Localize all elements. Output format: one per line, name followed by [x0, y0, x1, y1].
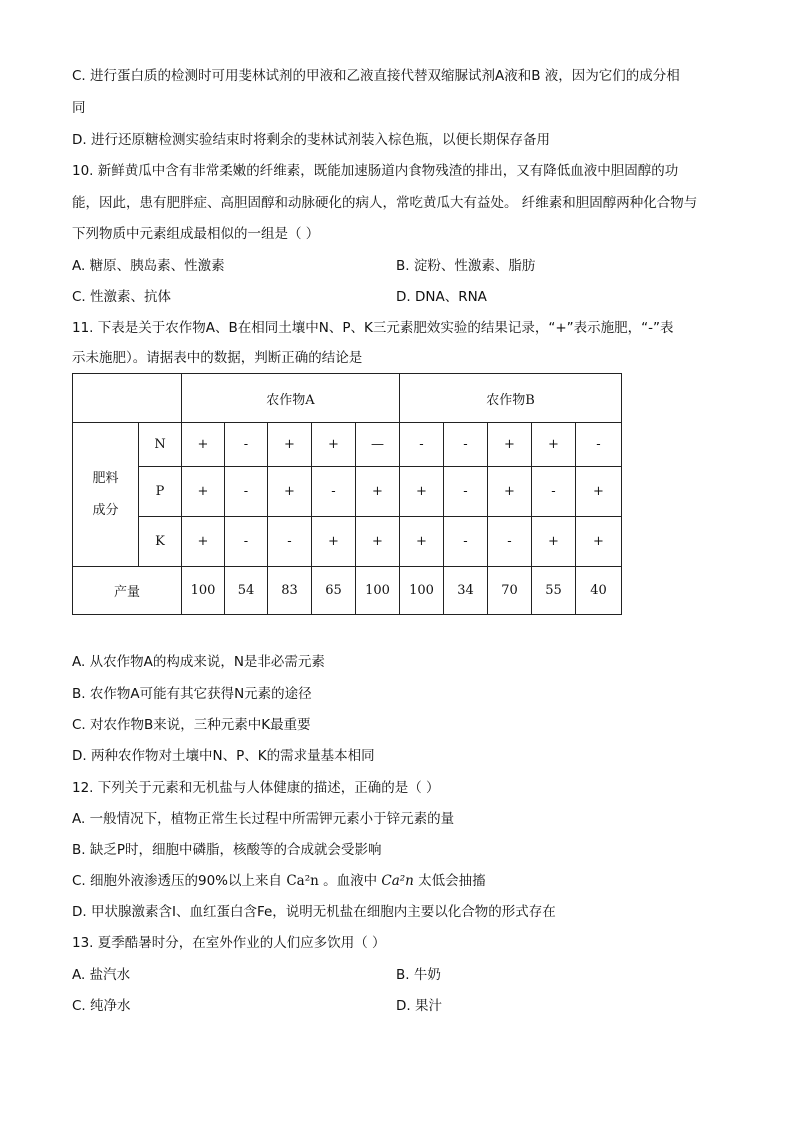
q10-option-c: C. 性激素、抗体 [72, 289, 172, 305]
q10-option-b: B. 淀粉、性激素、脂肪 [396, 258, 536, 274]
element-label: N [139, 423, 182, 467]
q12-stem: 12. 下列关于元素和无机盐与人体健康的描述，正确的是（ ） [72, 780, 440, 796]
q10-stem-line2: 能，因此，患有肥胖症、高胆固醇和动脉硬化的病人，常吃黄瓜大有益处。 纤维素和胆固醇两种化合物与 [72, 195, 698, 211]
fertilizer-label-cell [73, 423, 139, 567]
table-cell: + [400, 467, 444, 517]
table-header-row [73, 374, 622, 423]
table-cell: + [532, 517, 576, 567]
table-cell: - [225, 467, 268, 517]
q12-option-a: A. 一般情况下，植物正常生长过程中所需钾元素小于锌元素的量 [72, 811, 455, 827]
table-cell: + [182, 423, 225, 467]
q12-ion-1: Ca²n [286, 873, 319, 889]
q11-option-a: A. 从农作物A的构成来说，N是非必需元素 [72, 654, 325, 670]
table-cell: + [356, 517, 400, 567]
q12-option-c [72, 872, 486, 890]
q11-option-c: C. 对农作物B来说，三种元素中K最重要 [72, 717, 311, 733]
table-cell: - [400, 423, 444, 467]
q12-option-d: D. 甲状腺激素含I、血红蛋白含Fe，说明无机盐在细胞内主要以化合物的形式存在 [72, 904, 556, 920]
table-row-p [73, 467, 622, 517]
table-cell: - [488, 517, 532, 567]
yield-cell: 65 [312, 567, 356, 615]
table-cell: - [312, 467, 356, 517]
q9-option-d: D. 进行还原糖检测实验结束时将剩余的斐林试剂装入棕色瓶，以便长期保存备用 [72, 132, 550, 148]
q9-option-c-line2: 同 [72, 100, 86, 116]
table-cell: + [576, 467, 622, 517]
table-cell: - [444, 517, 488, 567]
crop-a-header: 农作物A [182, 374, 400, 423]
q12-option-b: B. 缺乏P时，细胞中磷脂，核酸等的合成就会受影响 [72, 842, 382, 858]
table-cell: - [268, 517, 312, 567]
yield-cell: 83 [268, 567, 312, 615]
yield-cell: 34 [444, 567, 488, 615]
table-cell: + [356, 467, 400, 517]
table-cell: - [225, 517, 268, 567]
table-cell: - [225, 423, 268, 467]
element-label: K [139, 517, 182, 567]
q12-option-c-mid: 。血液中 [318, 873, 382, 889]
yield-cell: 100 [400, 567, 444, 615]
q12-option-c-post: 太低会抽搐 [413, 873, 486, 889]
q12-ion-2: Ca²n [381, 873, 414, 889]
yield-cell: 55 [532, 567, 576, 615]
q11-option-d: D. 两种农作物对土壤中N、P、K的需求量基本相同 [72, 748, 375, 764]
table-cell: + [182, 517, 225, 567]
table-cell: + [268, 467, 312, 517]
q13-option-d: D. 果汁 [396, 998, 442, 1014]
q13-option-a: A. 盐汽水 [72, 967, 131, 983]
table-cell: + [312, 517, 356, 567]
q12-option-c-pre: C. 细胞外液渗透压的90%以上来自 [72, 873, 287, 889]
q10-stem-line3: 下列物质中元素组成最相似的一组是（ ） [72, 226, 320, 242]
fertilizer-results-table [72, 373, 622, 615]
table-cell: - [532, 467, 576, 517]
q13-option-c: C. 纯净水 [72, 998, 131, 1014]
crop-b-header: 农作物B [400, 374, 622, 423]
fertilizer-label-line1: 肥料 [92, 470, 119, 486]
table-corner-cell [73, 374, 182, 423]
table-cell: — [356, 423, 400, 467]
table-cell: + [312, 423, 356, 467]
table-cell: + [268, 423, 312, 467]
table-cell: + [576, 517, 622, 567]
yield-label: 产量 [73, 567, 182, 615]
table-row-k [73, 517, 622, 567]
q10-option-d: D. DNA、RNA [396, 289, 487, 305]
yield-cell: 100 [182, 567, 225, 615]
element-label: P [139, 467, 182, 517]
table-cell: - [444, 423, 488, 467]
table-row-n [73, 423, 622, 467]
table-cell: + [400, 517, 444, 567]
yield-cell: 40 [576, 567, 622, 615]
table-cell: + [488, 467, 532, 517]
table-cell: + [532, 423, 576, 467]
yield-cell: 70 [488, 567, 532, 615]
q11-option-b: B. 农作物A可能有其它获得N元素的途径 [72, 686, 312, 702]
q11-stem-line2: 示未施肥）。请据表中的数据，判断正确的结论是 [72, 350, 363, 366]
yield-cell: 100 [356, 567, 400, 615]
q10-option-a: A. 糖原、胰岛素、性激素 [72, 258, 225, 274]
table-cell: - [444, 467, 488, 517]
table-cell: - [576, 423, 622, 467]
q10-stem-line1: 10. 新鲜黄瓜中含有非常柔嫩的纤维素，既能加速肠道内食物残渣的排出，又有降低血液中胆固醇的功 [72, 163, 679, 179]
q11-stem-line1: 11. 下表是关于农作物A、B在相同土壤中N、P、K三元素肥效实验的结果记录，“+”表示施肥，“-”表 [72, 320, 674, 336]
q13-stem: 13. 夏季酷暑时分，在室外作业的人们应多饮用（ ） [72, 935, 386, 951]
table-cell: + [182, 467, 225, 517]
table-row-yield [73, 567, 622, 615]
fertilizer-label-line2: 成分 [92, 502, 119, 518]
q13-option-b: B. 牛奶 [396, 967, 441, 983]
table-cell: + [488, 423, 532, 467]
q9-option-c-line1: C. 进行蛋白质的检测时可用斐林试剂的甲液和乙液直接代替双缩脲试剂A液和B 液，因为它们的成分相 [72, 68, 680, 84]
yield-cell: 54 [225, 567, 268, 615]
